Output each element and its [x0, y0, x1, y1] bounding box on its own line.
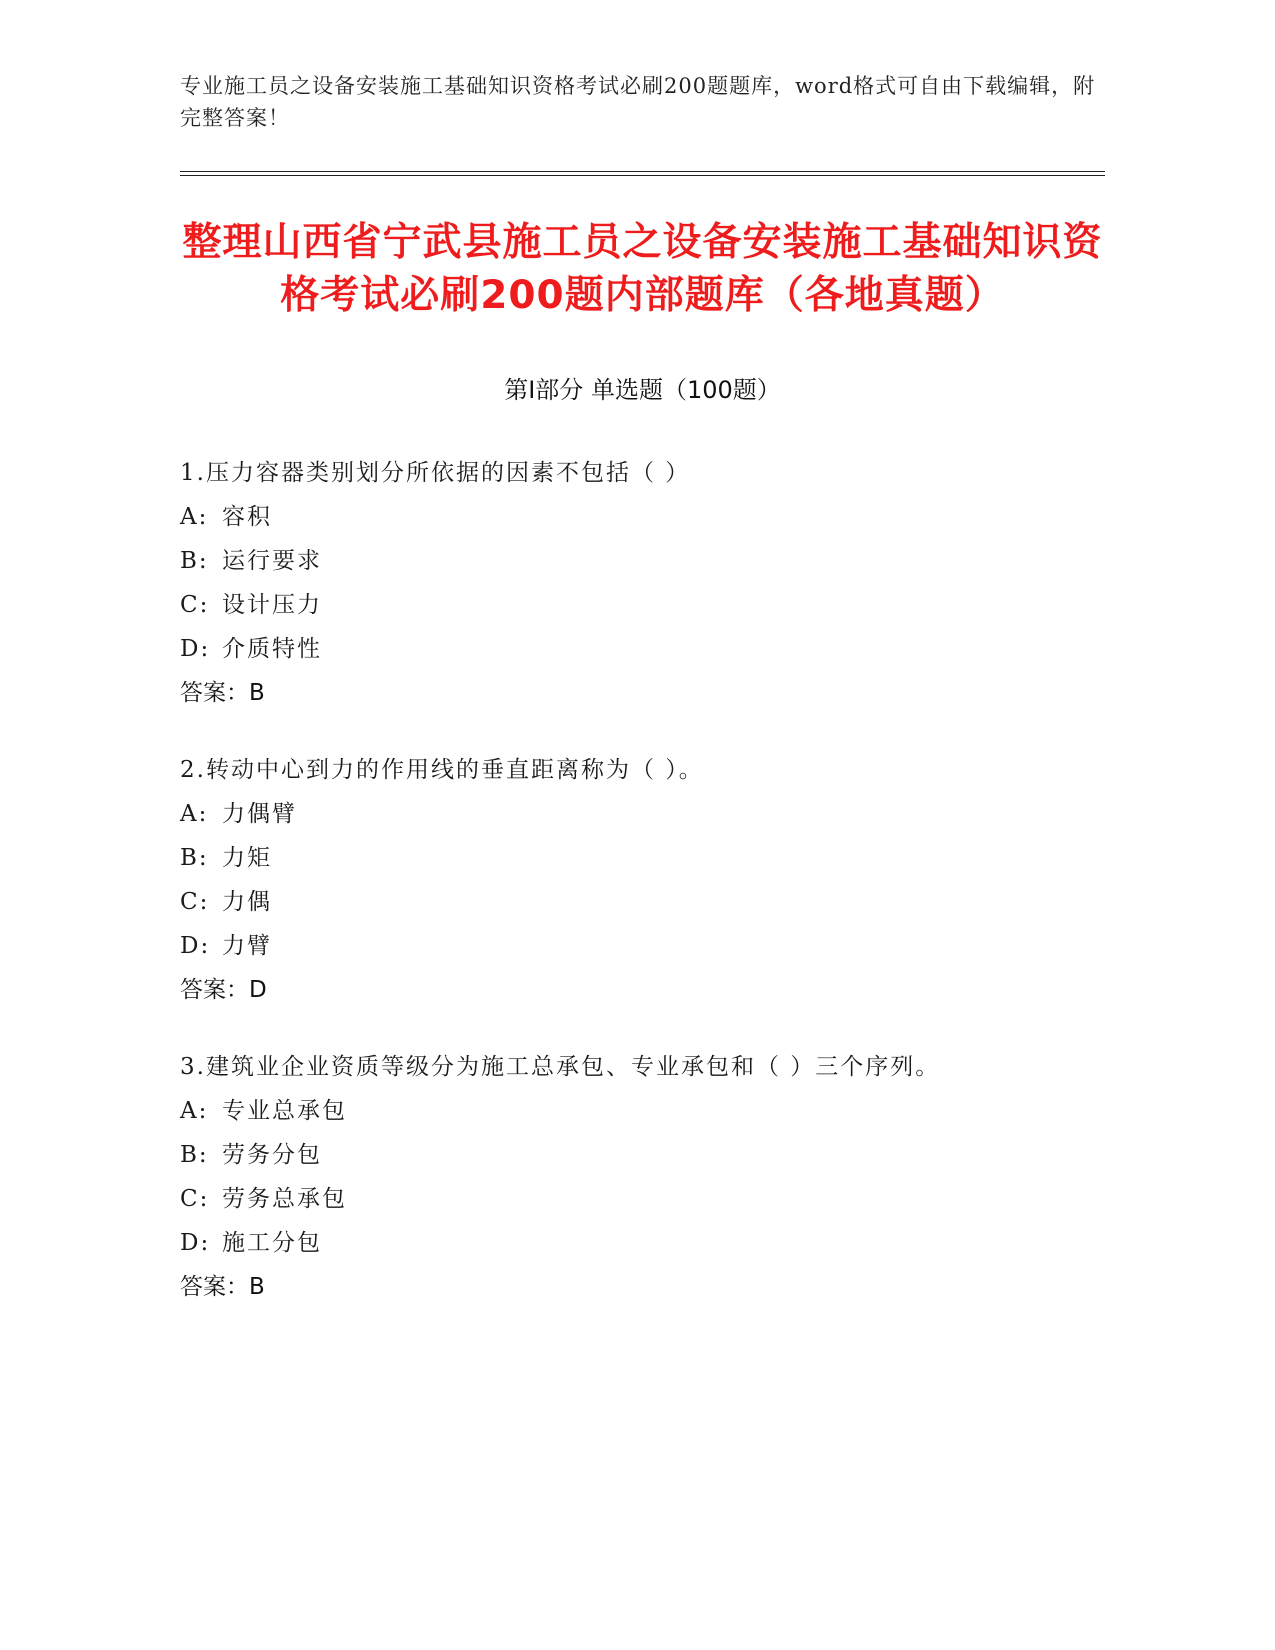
question-stem: 3.建筑业企业资质等级分为施工总承包、专业承包和（ ）三个序列。: [180, 1054, 941, 1080]
document-title: 整理山西省宁武县施工员之设备安装施工基础知识资格考试必刷200题内部题库（各地真题）: [182, 220, 1103, 318]
answer-line: 答案：D: [180, 977, 267, 1003]
option-b: [180, 843, 1105, 873]
header-divider: [180, 171, 1105, 176]
option-text: 力偶臂: [222, 801, 297, 827]
option-text: 劳务分包: [222, 1142, 322, 1168]
question-2: [180, 755, 1105, 1005]
option-key: C:: [180, 592, 210, 618]
question-1: [180, 458, 1105, 708]
answer-line: 答案：B: [180, 1274, 265, 1300]
option-text: 力偶: [222, 889, 272, 915]
option-key: B:: [180, 845, 209, 871]
option-key: B:: [180, 1142, 209, 1168]
option-key: D:: [180, 636, 211, 662]
document-page: [180, 70, 1105, 1349]
option-text: 劳务总承包: [222, 1186, 347, 1212]
option-c: [180, 1184, 1105, 1214]
option-d: [180, 931, 1105, 961]
header-note: 专业施工员之设备安装施工基础知识资格考试必刷200题题库，word格式可自由下载编辑，附完整答案！: [180, 74, 1096, 130]
option-key: B:: [180, 548, 209, 574]
option-text: 运行要求: [222, 548, 322, 574]
option-key: A:: [180, 1098, 209, 1124]
option-text: 容积: [222, 504, 272, 530]
option-d: [180, 1228, 1105, 1258]
option-a: [180, 1096, 1105, 1126]
option-key: C:: [180, 1186, 210, 1212]
option-c: [180, 887, 1105, 917]
option-c: [180, 590, 1105, 620]
question-stem: 2.转动中心到力的作用线的垂直距离称为（ ）。: [180, 757, 704, 783]
option-b: [180, 1140, 1105, 1170]
option-text: 力矩: [222, 845, 272, 871]
answer-line: 答案：B: [180, 680, 265, 706]
section-heading: 第Ⅰ部分 单选题（100题）: [504, 376, 781, 404]
question-stem: 1.压力容器类别划分所依据的因素不包括（ ）: [180, 460, 691, 486]
option-text: 专业总承包: [222, 1098, 347, 1124]
option-text: 介质特性: [222, 636, 322, 662]
option-key: D:: [180, 933, 211, 959]
option-key: A:: [180, 504, 209, 530]
option-text: 力臂: [222, 933, 272, 959]
question-list: [180, 458, 1105, 1302]
option-d: [180, 634, 1105, 664]
option-key: C:: [180, 889, 210, 915]
option-a: [180, 799, 1105, 829]
option-key: D:: [180, 1230, 211, 1256]
option-text: 施工分包: [222, 1230, 322, 1256]
option-key: A:: [180, 801, 209, 827]
option-a: [180, 502, 1105, 532]
question-3: [180, 1052, 1105, 1302]
option-b: [180, 546, 1105, 576]
option-text: 设计压力: [222, 592, 322, 618]
